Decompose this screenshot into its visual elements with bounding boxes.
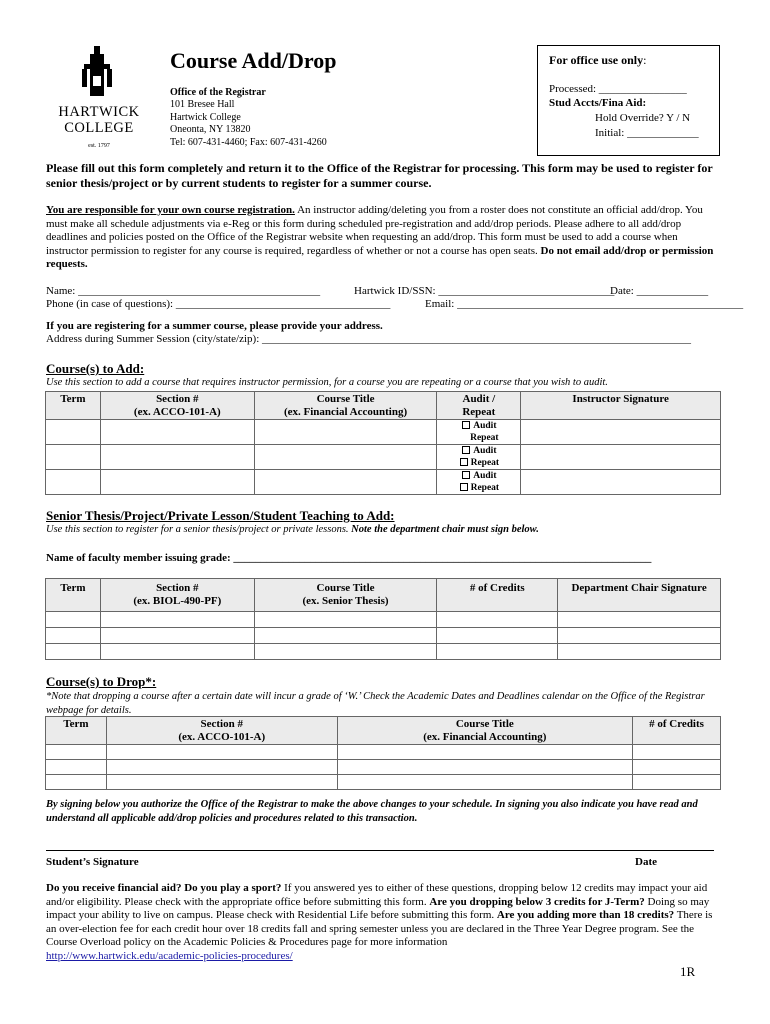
intro-paragraph: Please fill out this form completely and return it to the Office of the Registrar for processing. This form may be used to register for senior thesis/project or by current students to register for a summer course. xyxy=(46,161,713,190)
table-row xyxy=(46,420,721,445)
registrar-address xyxy=(170,87,327,149)
table-row xyxy=(46,644,721,660)
thesis-header-term: Term xyxy=(46,579,101,612)
signature-date-label: Date xyxy=(635,856,657,868)
responsibility-tail: Do not email add/drop or permission requests. xyxy=(46,244,714,271)
thesis-title-cell[interactable] xyxy=(254,644,437,660)
responsibility-paragraph xyxy=(46,204,720,272)
thesis-table xyxy=(45,578,721,660)
registrar-address3: Oneonta, NY 13820 xyxy=(170,124,251,136)
table-row xyxy=(46,470,721,495)
add-table xyxy=(45,391,721,495)
thesis-term-cell[interactable] xyxy=(46,644,101,660)
add-title-cell[interactable] xyxy=(254,445,437,470)
drop-credits-cell[interactable] xyxy=(633,760,721,775)
thesis-signature-cell[interactable] xyxy=(558,612,721,628)
drop-credits-cell[interactable] xyxy=(633,745,721,760)
thesis-title-cell[interactable] xyxy=(254,628,437,644)
add-title-cell[interactable] xyxy=(254,420,437,445)
thesis-header-signature: Department Chair Signature xyxy=(558,579,721,612)
drop-title-cell[interactable] xyxy=(337,775,633,790)
drop-section-cell[interactable] xyxy=(106,775,337,790)
thesis-section-cell[interactable] xyxy=(100,644,254,660)
checkbox-icon xyxy=(462,471,470,479)
drop-section-cell[interactable] xyxy=(106,760,337,775)
add-header-title: Course Title (ex. Financial Accounting) xyxy=(254,392,437,420)
student-signature-label: Student’s Signature xyxy=(46,856,139,868)
add-audit-cell xyxy=(437,420,521,445)
logo-line1: HARTWICK xyxy=(58,104,140,120)
drop-table-header xyxy=(46,717,721,745)
add-term-cell[interactable] xyxy=(46,445,101,470)
page-title: Course Add/Drop xyxy=(170,48,337,73)
hartwick-id-field[interactable]: Hartwick ID/SSN: ________________________________ xyxy=(354,285,615,297)
add-title-cell[interactable] xyxy=(254,470,437,495)
drop-header-credits: # of Credits xyxy=(633,717,721,745)
add-section-heading: Course(s) to Add: xyxy=(46,361,145,376)
table-row xyxy=(46,628,721,644)
phone-field[interactable]: Phone (in case of questions): _______________________________________ xyxy=(46,298,391,310)
table-row xyxy=(46,445,721,470)
thesis-term-cell[interactable] xyxy=(46,628,101,644)
thesis-credits-cell[interactable] xyxy=(437,628,558,644)
drop-table xyxy=(45,716,721,790)
drop-section-heading: Course(s) to Drop*: xyxy=(46,674,157,689)
add-section-cell[interactable] xyxy=(100,445,254,470)
repeat-checkbox[interactable]: Repeat xyxy=(437,457,520,469)
drop-term-cell[interactable] xyxy=(46,775,107,790)
summer-address-field[interactable]: Address during Summer Session (city/state/zip): ______________________________________________________________________________ xyxy=(46,333,691,345)
add-audit-cell xyxy=(437,470,521,495)
drop-title-cell[interactable] xyxy=(337,760,633,775)
thesis-section-cell[interactable] xyxy=(100,612,254,628)
add-signature-cell[interactable] xyxy=(521,420,721,445)
office-use-heading: For office use only: xyxy=(549,53,647,67)
office-initial: Initial: _____________ xyxy=(595,127,699,139)
add-signature-cell[interactable] xyxy=(521,445,721,470)
thesis-section-heading: Senior Thesis/Project/Private Lesson/Student Teaching to Add: xyxy=(46,508,395,523)
thesis-header-title: Course Title (ex. Senior Thesis) xyxy=(254,579,437,612)
drop-title-cell[interactable] xyxy=(337,745,633,760)
table-row xyxy=(46,745,721,760)
thesis-title-cell[interactable] xyxy=(254,612,437,628)
checkbox-icon xyxy=(462,421,470,429)
add-table-header xyxy=(46,392,721,420)
authorization-text: By signing below you authorize the Office of the Registrar to make the above changes to your schedule. In signing you also indicate you have read and understand all applicable add/drop policies and procedures related to this transaction. xyxy=(46,799,698,824)
audit-checkbox[interactable]: Audit xyxy=(437,420,520,432)
office-processed: Processed: ________________ xyxy=(549,83,687,95)
college-logo xyxy=(44,46,154,156)
logo-line2: COLLEGE xyxy=(64,120,134,136)
registrar-address1: 101 Bresee Hall xyxy=(170,99,235,111)
thesis-section-note: Use this section to register for a senior thesis/project or private lessons. Note the department chair must sign below. xyxy=(46,524,539,535)
name-field[interactable]: Name: ____________________________________________ xyxy=(46,285,321,297)
registrar-address2: Hartwick College xyxy=(170,111,241,123)
thesis-table-header xyxy=(46,579,721,612)
table-row xyxy=(46,775,721,790)
responsibility-lead: You are responsible for your own course registration. xyxy=(46,204,295,216)
email-field[interactable]: Email: ____________________________________________________ xyxy=(425,298,744,310)
add-section-cell[interactable] xyxy=(100,470,254,495)
drop-header-title: Course Title (ex. Financial Accounting) xyxy=(337,717,633,745)
checkbox-icon xyxy=(460,458,468,466)
audit-checkbox[interactable]: Audit xyxy=(437,445,520,457)
office-use-box xyxy=(537,45,720,156)
registrar-phone: Tel: 607-431-4460; Fax: 607-431-4260 xyxy=(170,136,327,148)
add-header-term: Term xyxy=(46,392,101,420)
thesis-header-section: Section # (ex. BIOL-490-PF) xyxy=(100,579,254,612)
add-term-cell[interactable] xyxy=(46,420,101,445)
drop-section-note: *Note that dropping a course after a certain date will incur a grade of ‘W.’ Check the Academic Dates and Deadlines calendar on the Office of the Registrar webpage for details. xyxy=(46,691,705,716)
table-row xyxy=(46,612,721,628)
policies-link[interactable]: http://www.hartwick.edu/academic-policies-procedures/ xyxy=(46,949,293,962)
drop-term-cell[interactable] xyxy=(46,745,107,760)
add-section-cell[interactable] xyxy=(100,420,254,445)
tower-icon xyxy=(78,46,118,98)
add-audit-cell xyxy=(437,445,521,470)
thesis-credits-cell[interactable] xyxy=(437,644,558,660)
date-field[interactable]: Date: _____________ xyxy=(610,285,709,297)
drop-term-cell[interactable] xyxy=(46,760,107,775)
thesis-header-credits: # of Credits xyxy=(437,579,558,612)
table-row xyxy=(46,760,721,775)
repeat-checkbox[interactable]: Repeat xyxy=(437,482,520,494)
repeat-checkbox[interactable]: Repeat xyxy=(470,433,499,443)
drop-header-section: Section # (ex. ACCO-101-A) xyxy=(106,717,337,745)
thesis-credits-cell[interactable] xyxy=(437,612,558,628)
signature-line[interactable] xyxy=(46,850,714,851)
add-header-section: Section # (ex. ACCO-101-A) xyxy=(100,392,254,420)
office-stud-accts: Stud Accts/Fina Aid: xyxy=(549,97,647,109)
thesis-term-cell[interactable] xyxy=(46,612,101,628)
drop-section-cell[interactable] xyxy=(106,745,337,760)
faculty-name-field[interactable]: Name of faculty member issuing grade: ____________________________________________________________________________ xyxy=(46,552,652,564)
add-signature-cell[interactable] xyxy=(521,470,721,495)
logo-est: est. 1797 xyxy=(88,143,110,149)
page-number: 1R xyxy=(680,964,696,979)
add-header-audit: Audit / Repeat xyxy=(437,392,521,420)
add-header-signature: Instructor Signature xyxy=(521,392,721,420)
audit-checkbox[interactable]: Audit xyxy=(437,470,520,482)
checkbox-icon xyxy=(462,446,470,454)
add-section-note: Use this section to add a course that requires instructor permission, for a course you are repeating or a course that you wish to audit. xyxy=(46,377,608,388)
thesis-signature-cell[interactable] xyxy=(558,644,721,660)
add-term-cell[interactable] xyxy=(46,470,101,495)
responsibility-body: An instructor adding/deleting you from a roster does not constitute an official add/drop. You must make all schedule adjustments via e-Reg or this form during scheduled pre-registration and add/drop periods. Please adhere to all add/drop deadlines and policies posted on the Office of the Registrar website when requesting an add/drop. This form must be used to add a course when instructor permission to register for any course is required, regardless of whether or not a course has open seats. xyxy=(46,204,703,257)
office-hold-override: Hold Override? Y / N xyxy=(595,112,691,124)
summer-note: If you are registering for a summer course, please provide your address. xyxy=(46,320,383,332)
drop-header-term: Term xyxy=(46,717,107,745)
thesis-signature-cell[interactable] xyxy=(558,628,721,644)
drop-credits-cell[interactable] xyxy=(633,775,721,790)
checkbox-icon xyxy=(460,483,468,491)
thesis-section-cell[interactable] xyxy=(100,628,254,644)
registrar-office: Office of the Registrar xyxy=(170,87,266,98)
financial-aid-paragraph: Do you receive financial aid? Do you play a sport? If you answered yes to either of these questions, dropping below 12 credits may impact your aid and/or eligibility. Please check with the appropriate office before submitting this form. Are you dropping below 3 credits for J-Term? Doing so may impact your ability to live on campus. Please check with Residential Life before submitting this form. Are you adding more than 18 credits? There is an over-election fee for each credit hour over 18 credits fall and spring semester unless you are declared in the Three Year Degree program. See the Course Overload policy on the Academic Policies & Procedures page for more information http://www.hartwick.edu/academic-policies-procedures/ xyxy=(46,882,713,962)
